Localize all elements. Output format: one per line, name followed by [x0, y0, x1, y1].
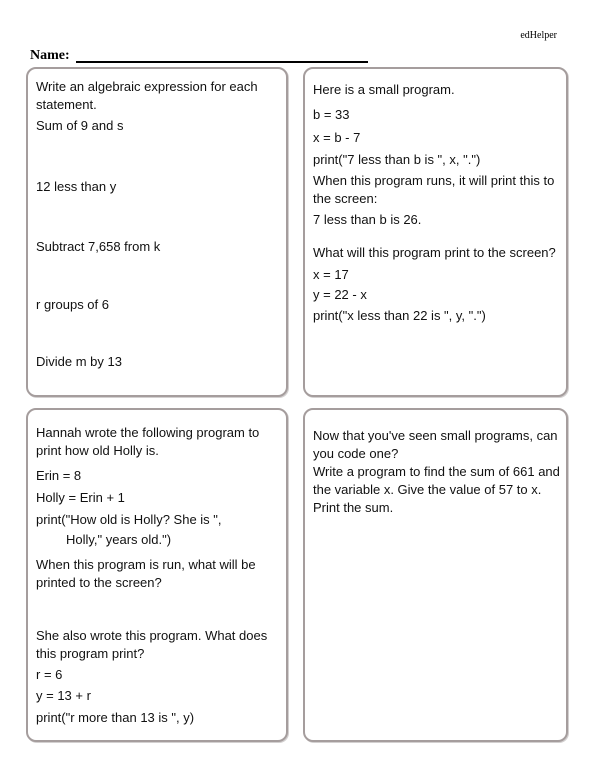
brand-text: edHelper	[520, 30, 557, 41]
intro-text: Hannah wrote the following program to print how old Holly is.	[36, 425, 260, 458]
exercise-box-code-your-own	[303, 408, 568, 742]
code-line: y = 22 - x	[313, 287, 367, 302]
code-line: Holly," years old.")	[66, 532, 172, 547]
code-line: y = 13 + r	[36, 688, 91, 703]
code-line: r = 6	[36, 667, 63, 682]
name-underline	[76, 48, 368, 63]
code-line: print("r more than 13 is ", y)	[36, 710, 195, 725]
explanation-text: When this program runs, it will print this to the screen:	[313, 173, 555, 206]
code-line: b = 33	[313, 107, 350, 122]
code-line: Holly = Erin + 1	[36, 490, 125, 505]
code-line: print("x less than 22 is ", y, ".")	[313, 308, 486, 323]
problem-item: Subtract 7,658 from k	[36, 239, 161, 254]
name-label: Name:	[30, 48, 70, 63]
code-line: x = 17	[313, 267, 349, 282]
exercise-box-hannah-program	[26, 408, 288, 742]
problem-item: r groups of 6	[36, 297, 109, 312]
intro-text: Here is a small program.	[313, 82, 455, 97]
instruction-text: Write an algebraic expression for each statement.	[36, 79, 258, 112]
exercise-box-small-program	[303, 67, 568, 397]
problem-item: 12 less than y	[36, 179, 117, 194]
task-text: Write a program to find the sum of 661 and the variable x. Give the value of 57 to x. Print the sum.	[313, 464, 560, 515]
name-row	[30, 48, 368, 63]
intro-text: Now that you've seen small programs, can you code one?	[313, 428, 558, 461]
problem-item: Sum of 9 and s	[36, 118, 124, 133]
code-line: print("How old is Holly? She is ",	[36, 512, 222, 527]
code-line: x = b - 7	[313, 130, 361, 145]
problem-item: Divide m by 13	[36, 354, 122, 369]
program-output: 7 less than b is 26.	[313, 212, 422, 227]
question-text: What will this program print to the screen?	[313, 245, 556, 260]
question-text: When this program is run, what will be printed to the screen?	[36, 557, 256, 590]
code-line: print("7 less than b is ", x, ".")	[313, 152, 481, 167]
question-text: She also wrote this program. What does this program print?	[36, 628, 268, 661]
code-line: Erin = 8	[36, 468, 82, 483]
exercise-box-algebraic-expressions	[26, 67, 288, 397]
